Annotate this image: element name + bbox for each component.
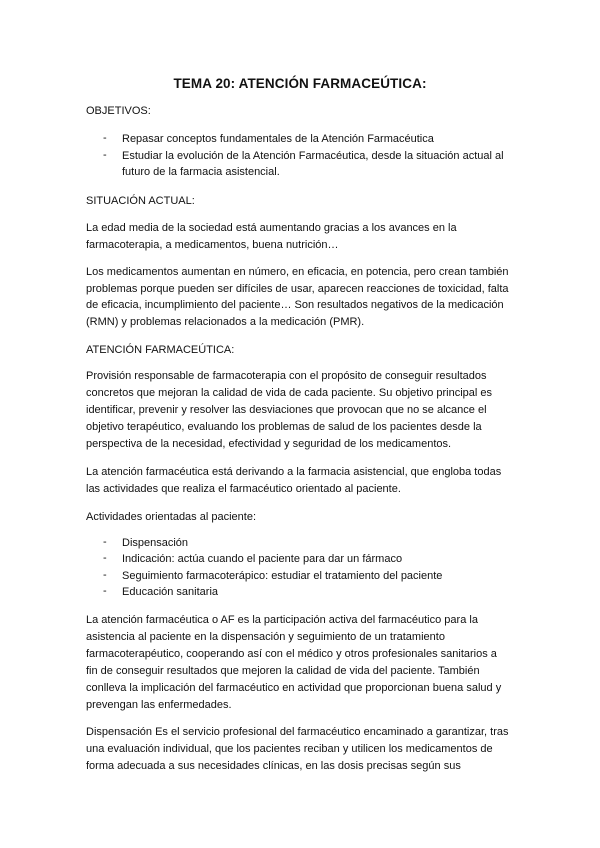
text-line: La atención farmacéutica o AF es la participación activa del farmacéutico para la (86, 614, 478, 626)
text-line: concretos que mejoran la calidad de vida de cada paciente. Su objetivo principal es (86, 387, 493, 399)
text-line: (RMN) y problemas relacionados a la medicación (PMR). (86, 316, 365, 328)
bullet-dash: - (103, 132, 107, 144)
text-line: problemas porque pueden ser difíciles de usar, aparecen reacciones de toxicidad, falta (86, 283, 509, 295)
bullet-dash: - (103, 536, 107, 548)
text-line: asistencia al paciente en la dispensación y seguimiento de un tratamiento (86, 631, 445, 643)
text-line: las actividades que realiza el farmacéutico orientado al paciente. (86, 483, 401, 495)
activities-heading: Actividades orientadas al paciente: (86, 511, 256, 523)
text-line: farmacoterapéutico, cooperando así con el médico y otros profesionales sanitarios a (86, 648, 497, 660)
text-line: Provisión responsable de farmacoterapia con el propósito de conseguir resultados (86, 370, 487, 382)
text-line: objetivo terapéutico, evaluando los problemas de salud de los pacientes desde la (86, 421, 482, 433)
list-item: Dispensación (122, 537, 189, 549)
text-line: identificar, prevenir y resolver las desviaciones que provocan que no se alcance el (86, 404, 487, 416)
list-item: Seguimiento farmacoterápico: estudiar el tratamiento del paciente (122, 570, 443, 582)
text-line: farmacoterapia, a medicamentos, buena nutrición… (86, 239, 339, 251)
text-line: de eficacia, incumplimiento del paciente… Son resultados negativos de la medicación (86, 299, 504, 311)
text-line: forma adecuada a sus necesidades clínicas, en las dosis precisas según sus (86, 760, 461, 772)
text-line: prevengan las enfermedades. (86, 699, 232, 711)
text-line: Los medicamentos aumentan en número, en eficacia, en potencia, pero crean también (86, 266, 509, 278)
atencion-heading: ATENCIÓN FARMACEÚTICA: (86, 344, 235, 356)
objetivos-heading: OBJETIVOS: (86, 105, 151, 117)
text-line: perspectiva de la necesidad, efectividad y seguridad de los medicamentos. (86, 438, 452, 450)
text-line: Dispensación Es el servicio profesional del farmacéutico encaminado a garantizar, tras (86, 726, 509, 738)
text-line: La atención farmacéutica está derivando a la farmacia asistencial, que engloba todas (86, 466, 502, 478)
list-item: Educación sanitaria (122, 586, 219, 598)
bullet-dash: - (103, 552, 107, 564)
document-title: TEMA 20: ATENCIÓN FARMACEÚTICA: (173, 76, 427, 91)
situacion-heading: SITUACIÓN ACTUAL: (86, 195, 195, 207)
list-item: Estudiar la evolución de la Atención Farmacéutica, desde la situación actual al (122, 150, 504, 162)
bullet-dash: - (103, 149, 107, 161)
list-item: Repasar conceptos fundamentales de la Atención Farmacéutica (122, 133, 434, 145)
text-line: conlleva la implicación del farmacéutico en actividad que proporcionan buena salud y (86, 682, 502, 694)
text-line: fin de conseguir resultados que mejoren la calidad de vida del paciente. También (86, 665, 480, 677)
text-line: La edad media de la sociedad está aumentando gracias a los avances en la (86, 222, 457, 234)
text-line: una evaluación individual, que los pacientes reciban y utilicen los medicamentos de (86, 743, 493, 755)
bullet-dash: - (103, 585, 107, 597)
list-item: Indicación: actúa cuando el paciente para dar un fármaco (122, 553, 403, 565)
list-item-continuation: futuro de la farmacia asistencial. (122, 166, 280, 178)
bullet-dash: - (103, 569, 107, 581)
